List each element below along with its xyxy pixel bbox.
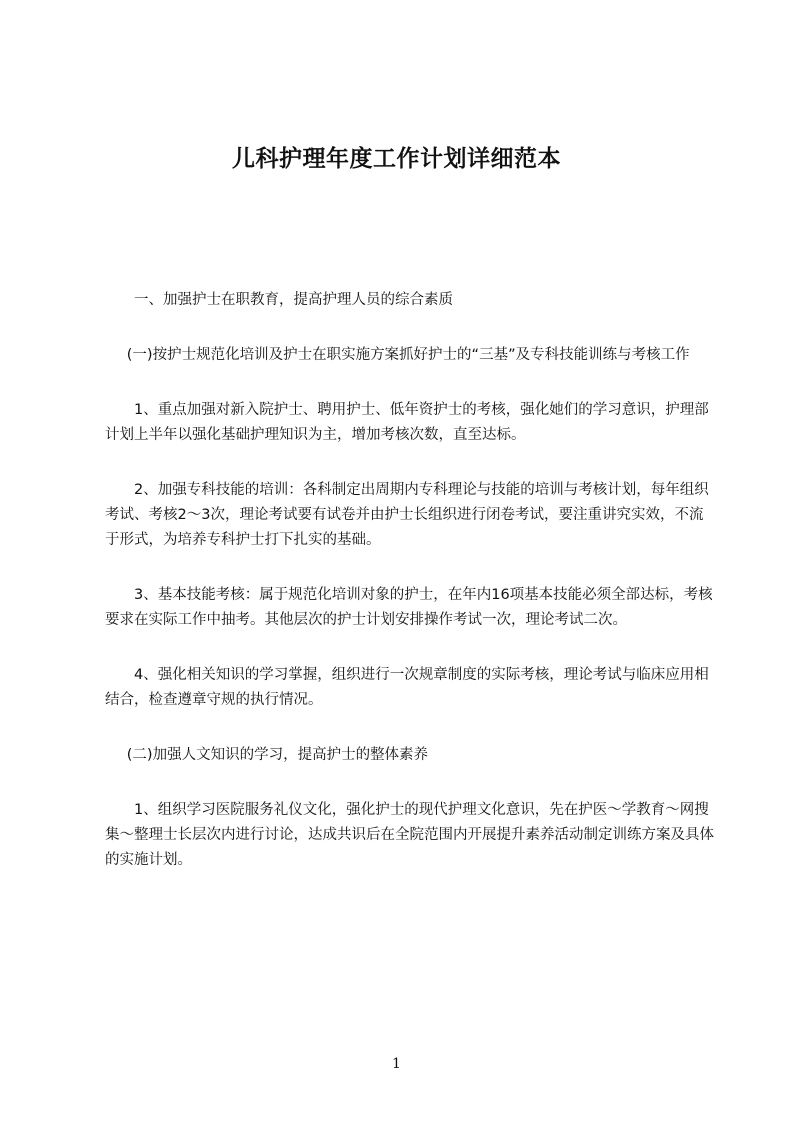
page-number: 1: [392, 1056, 401, 1072]
section-heading-1: 一、加强护士在职教育，提高护理人员的综合素质: [134, 292, 453, 308]
paragraph-item-5: 1、组织学习医院服务礼仪文化，强化护士的现代护理文化意识，先在护医～学教育～网搜集～整理士长层次内进行讨论，达成共识后在全院范围内开展提升素养活动制定训练方案及具体的实施计划。: [105, 802, 714, 868]
paragraph-item-3: 3、基本技能考核：属于规范化培训对象的护士，在年内16项基本技能必须全部达标，考核要求在实际工作中抽考。其他层次的护士计划安排操作考试一次，理论考试二次。: [105, 587, 713, 628]
paragraph-item-4: 4、强化相关知识的学习掌握，组织进行一次规章制度的实际考核，理论考试与临床应用相结合，检查遵章守规的执行情况。: [105, 667, 709, 708]
document-title: 儿科护理年度工作计划详细范本: [232, 146, 561, 172]
subsection-heading-2: (二)加强人文知识的学习，提高护士的整体素养: [126, 747, 429, 763]
subsection-heading-1: (一)按护士规范化培训及护士在职实施方案抓好护士的“三基”及专科技能训练与考核工作: [126, 347, 690, 363]
paragraph-item-1: 1、重点加强对新入院护士、聘用护士、低年资护士的考核，强化她们的学习意识，护理部计划上半年以强化基础护理知识为主，增加考核次数，直至达标。: [105, 402, 709, 443]
document-body: [105, 288, 715, 903]
paragraph-item-2: 2、加强专科技能的培训：各科制定出周期内专科理论与技能的培训与考核计划，每年组织考试、考核2～3次，理论考试要有试卷并由护士长组织进行闭卷考试，要注重讲究实效，不流于形式，为培养专科护士打下扎实的基础。: [105, 482, 709, 548]
